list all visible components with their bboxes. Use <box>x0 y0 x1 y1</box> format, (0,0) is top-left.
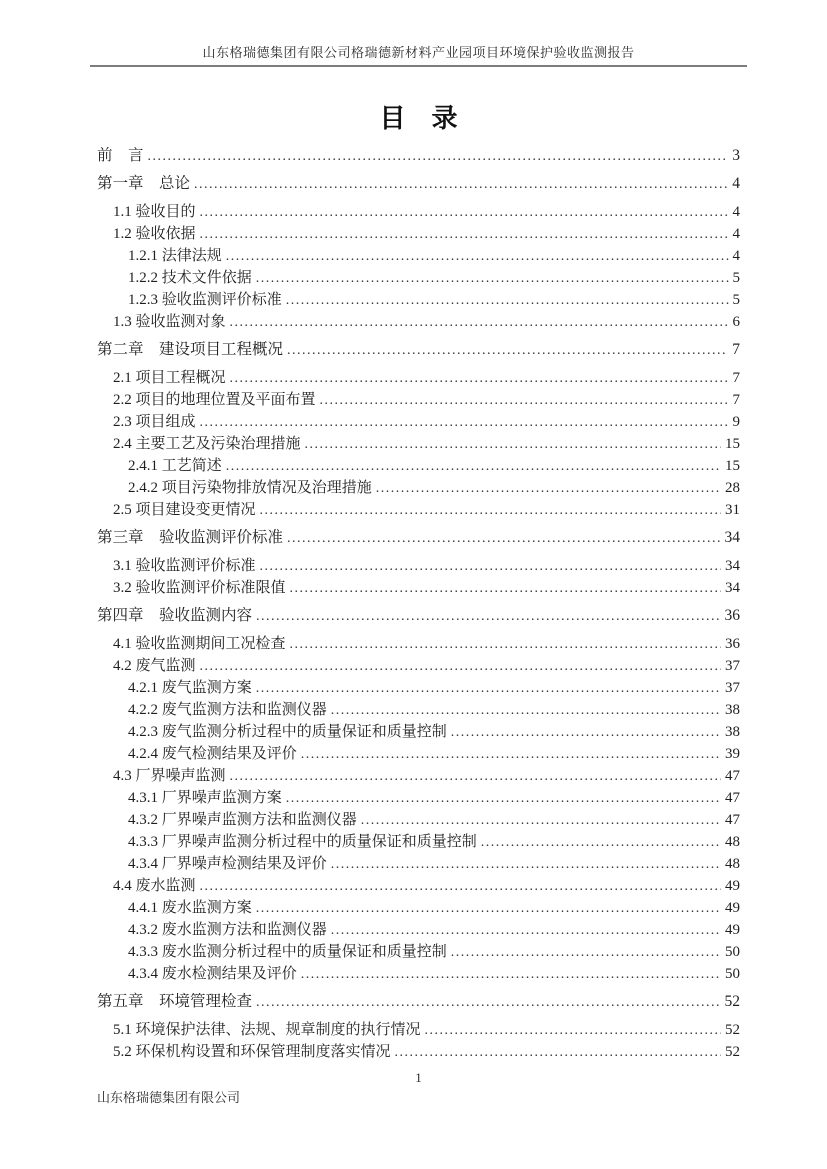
toc-entry-label: 4.3.4 废水检测结果及评价 <box>128 966 297 982</box>
header-rule <box>90 65 747 67</box>
toc-entry-page: 5 <box>732 270 740 286</box>
toc-leader-dots <box>286 787 721 810</box>
toc-entry-label: 4.2.1 废气监测方案 <box>128 680 252 696</box>
toc-leader-dots <box>301 963 721 986</box>
toc-entry-page: 6 <box>732 314 740 330</box>
toc-entry-page: 34 <box>725 580 740 596</box>
toc-entry-label: 2.4.2 项目污染物排放情况及治理措施 <box>128 480 372 496</box>
toc-leader-dots <box>256 605 720 628</box>
toc-leader-dots <box>230 367 729 390</box>
toc-entry[interactable] <box>97 145 740 167</box>
toc-entry[interactable] <box>97 245 740 267</box>
footer-page-number: 1 <box>415 1070 422 1085</box>
toc-entry-label: 第四章 验收监测内容 <box>97 607 253 624</box>
toc-leader-dots <box>290 577 721 600</box>
toc-entry-label: 4.4.1 废水监测方案 <box>128 900 252 916</box>
toc-entry-page: 4 <box>732 204 740 220</box>
toc-entry[interactable] <box>97 809 740 831</box>
toc-entry-label: 4.3 厂界噪声监测 <box>113 768 226 784</box>
toc-leader-dots <box>230 765 721 788</box>
toc-entry[interactable] <box>97 633 740 655</box>
toc-entry-label: 2.1 项目工程概况 <box>113 370 226 386</box>
toc-entry[interactable] <box>97 433 740 455</box>
toc-entry[interactable] <box>97 411 740 433</box>
running-header <box>90 44 747 67</box>
toc-leader-dots <box>200 201 729 224</box>
toc-entry-page: 34 <box>724 529 740 546</box>
toc-entry-label: 1.2.2 技术文件依据 <box>128 270 252 286</box>
toc-leader-dots <box>200 655 721 678</box>
toc-entry-page: 50 <box>725 944 740 960</box>
toc-entry[interactable] <box>97 831 740 853</box>
toc-entry-label: 4.3.1 厂界噪声监测方案 <box>128 790 282 806</box>
toc-entry-label: 4.2.2 废气监测方法和监测仪器 <box>128 702 327 718</box>
toc-entry-page: 4 <box>732 226 740 242</box>
toc-entry-label: 3.2 验收监测评价标准限值 <box>113 580 286 596</box>
toc-entry-label: 2.5 项目建设变更情况 <box>113 502 256 518</box>
toc-leader-dots <box>260 499 721 522</box>
toc-entry-label: 4.3.2 厂界噪声监测方法和监测仪器 <box>128 812 357 828</box>
toc-entry-page: 3 <box>732 147 740 164</box>
toc-entry[interactable] <box>97 991 740 1013</box>
toc-entry-page: 52 <box>724 993 740 1010</box>
toc-entry[interactable] <box>97 787 740 809</box>
toc-leader-dots <box>301 743 721 766</box>
toc-entry-page: 31 <box>725 502 740 518</box>
toc-entry-page: 37 <box>725 658 740 674</box>
toc-entry-page: 38 <box>725 702 740 718</box>
toc-entry[interactable] <box>97 699 740 721</box>
toc-entry-page: 48 <box>725 834 740 850</box>
toc-entry[interactable] <box>97 477 740 499</box>
toc-leader-dots <box>331 853 721 876</box>
toc-entry-label: 4.4 废水监测 <box>113 878 196 894</box>
toc-entry-page: 39 <box>725 746 740 762</box>
toc-leader-dots <box>286 289 729 312</box>
toc-entry-page: 5 <box>732 292 740 308</box>
toc-entry-label: 第三章 验收监测评价标准 <box>97 529 284 546</box>
toc-entry[interactable] <box>97 201 740 223</box>
toc-entry-label: 4.1 验收监测期间工况检查 <box>113 636 286 652</box>
toc-entry-page: 4 <box>732 175 740 192</box>
toc-leader-dots <box>194 173 728 196</box>
toc-leader-dots <box>451 721 721 744</box>
toc-entry-page: 34 <box>725 558 740 574</box>
toc-leader-dots <box>226 245 729 268</box>
toc-entry[interactable] <box>97 1041 740 1063</box>
toc-entry[interactable] <box>97 311 740 333</box>
toc <box>97 145 740 1063</box>
toc-leader-dots <box>376 477 721 500</box>
toc-entry-label: 1.2.1 法律法规 <box>128 248 222 264</box>
toc-leader-dots <box>200 223 729 246</box>
toc-entry-page: 37 <box>725 680 740 696</box>
toc-entry-label: 5.1 环境保护法律、法规、规章制度的执行情况 <box>113 1022 421 1038</box>
toc-leader-dots <box>148 145 729 168</box>
toc-entry-label: 4.2.3 废气监测分析过程中的质量保证和质量控制 <box>128 724 447 740</box>
toc-entry-page: 15 <box>725 436 740 452</box>
toc-entry[interactable] <box>97 173 740 195</box>
toc-entry-label: 前 言 <box>97 147 144 164</box>
running-header-title: 山东格瑞德集团有限公司格瑞德新材料产业园项目环境保护验收监测报告 <box>202 45 635 60</box>
toc-entry[interactable] <box>97 527 740 549</box>
toc-leader-dots <box>287 527 720 550</box>
toc-entry-page: 48 <box>725 856 740 872</box>
toc-entry-label: 2.3 项目组成 <box>113 414 196 430</box>
toc-entry-page: 52 <box>725 1044 740 1060</box>
toc-entry-label: 4.3.2 废水监测方法和监测仪器 <box>128 922 327 938</box>
toc-page-title: 目 录 <box>379 104 458 133</box>
toc-leader-dots <box>260 555 721 578</box>
toc-entry[interactable] <box>97 367 740 389</box>
toc-entry[interactable] <box>97 455 740 477</box>
toc-entry-page: 7 <box>732 392 740 408</box>
toc-entry-page: 4 <box>732 248 740 264</box>
toc-entry-page: 9 <box>732 414 740 430</box>
toc-entry[interactable] <box>97 655 740 677</box>
toc-entry-page: 49 <box>725 922 740 938</box>
toc-entry[interactable] <box>97 267 740 289</box>
toc-entry-label: 1.2.3 验收监测评价标准 <box>128 292 282 308</box>
toc-entry-label: 第五章 环境管理检查 <box>97 993 253 1010</box>
toc-entry-label: 5.2 环保机构设置和环保管理制度落实情况 <box>113 1044 391 1060</box>
toc-entry[interactable] <box>97 919 740 941</box>
toc-entry-label: 3.1 验收监测评价标准 <box>113 558 256 574</box>
toc-entry[interactable] <box>97 721 740 743</box>
toc-entry[interactable] <box>97 389 740 411</box>
toc-leader-dots <box>287 339 728 362</box>
toc-leader-dots <box>226 455 721 478</box>
toc-leader-dots <box>290 633 721 656</box>
toc-leader-dots <box>200 411 729 434</box>
toc-entry-label: 第一章 总论 <box>97 175 191 192</box>
toc-entry[interactable] <box>97 743 740 765</box>
toc-entry-page: 47 <box>725 768 740 784</box>
toc-entry[interactable] <box>97 289 740 311</box>
toc-entry-page: 50 <box>725 966 740 982</box>
toc-leader-dots <box>425 1019 721 1042</box>
toc-leader-dots <box>331 699 721 722</box>
toc-leader-dots <box>320 389 729 412</box>
toc-entry[interactable] <box>97 677 740 699</box>
toc-entry-page: 49 <box>725 878 740 894</box>
toc-entry-label: 4.3.3 废水监测分析过程中的质量保证和质量控制 <box>128 944 447 960</box>
page-footer <box>97 1070 740 1107</box>
toc-entry-label: 4.2 废气监测 <box>113 658 196 674</box>
toc-leader-dots <box>395 1041 721 1064</box>
toc-entry[interactable] <box>97 941 740 963</box>
toc-entry[interactable] <box>97 605 740 627</box>
toc-entry-page: 36 <box>724 607 740 624</box>
toc-entry-page: 36 <box>725 636 740 652</box>
footer-company-name: 山东格瑞德集团有限公司 <box>97 1090 241 1105</box>
toc-entry[interactable] <box>97 765 740 787</box>
toc-entry[interactable] <box>97 223 740 245</box>
toc-entry-page: 49 <box>725 900 740 916</box>
toc-entry[interactable] <box>97 499 740 521</box>
toc-entry-label: 4.3.4 厂界噪声检测结果及评价 <box>128 856 327 872</box>
toc-entry-label: 2.4.1 工艺简述 <box>128 458 222 474</box>
toc-leader-dots <box>256 677 721 700</box>
toc-entry-page: 15 <box>725 458 740 474</box>
toc-leader-dots <box>230 311 729 334</box>
toc-leader-dots <box>256 991 720 1014</box>
toc-leader-dots <box>256 897 721 920</box>
toc-entry-page: 28 <box>725 480 740 496</box>
toc-entry-page: 52 <box>725 1022 740 1038</box>
toc-entry[interactable] <box>97 339 740 361</box>
toc-leader-dots <box>256 267 729 290</box>
toc-entry-label: 第二章 建设项目工程概况 <box>97 341 284 358</box>
toc-entry[interactable] <box>97 1019 740 1041</box>
toc-entry[interactable] <box>97 577 740 599</box>
toc-leader-dots <box>361 809 721 832</box>
toc-entry[interactable] <box>97 897 740 919</box>
toc-entry-page: 47 <box>725 812 740 828</box>
toc-leader-dots <box>481 831 721 854</box>
toc-entry[interactable] <box>97 853 740 875</box>
toc-entry-label: 1.2 验收依据 <box>113 226 196 242</box>
toc-entry-label: 4.2.4 废气检测结果及评价 <box>128 746 297 762</box>
toc-entry-page: 47 <box>725 790 740 806</box>
toc-entry-label: 1.1 验收目的 <box>113 204 196 220</box>
toc-entry[interactable] <box>97 963 740 985</box>
toc-entry-page: 7 <box>732 370 740 386</box>
toc-entry-label: 1.3 验收监测对象 <box>113 314 226 330</box>
toc-leader-dots <box>331 919 721 942</box>
toc-entry-label: 4.3.3 厂界噪声监测分析过程中的质量保证和质量控制 <box>128 834 477 850</box>
toc-leader-dots <box>200 875 721 898</box>
toc-leader-dots <box>451 941 721 964</box>
toc-entry[interactable] <box>97 555 740 577</box>
toc-entry[interactable] <box>97 875 740 897</box>
toc-entry-label: 2.2 项目的地理位置及平面布置 <box>113 392 316 408</box>
toc-entry-label: 2.4 主要工艺及污染治理措施 <box>113 436 301 452</box>
toc-leader-dots <box>305 433 721 456</box>
toc-entry-page: 38 <box>725 724 740 740</box>
toc-entry-page: 7 <box>732 341 740 358</box>
